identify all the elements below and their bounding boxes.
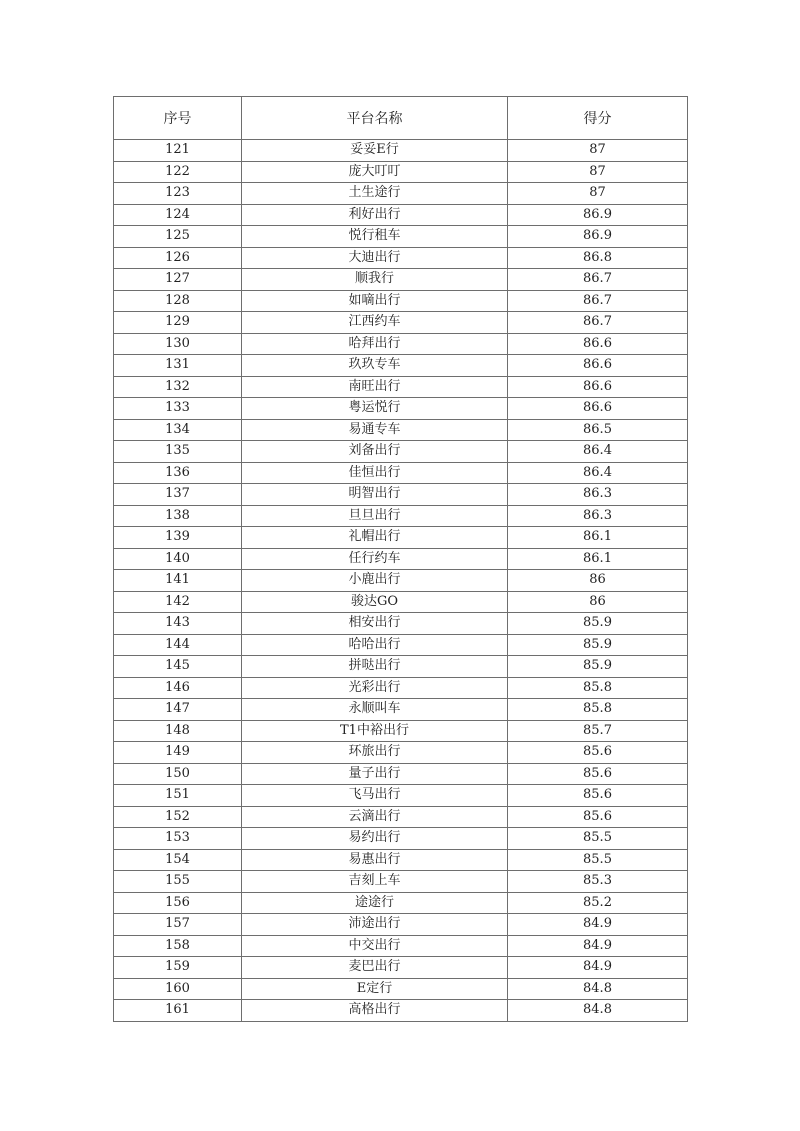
index-cell: 146 [114, 677, 242, 699]
table-row [114, 828, 688, 850]
score-cell: 86.6 [508, 333, 688, 355]
score-cell: 86.6 [508, 398, 688, 420]
platform-name-cell: 妥妥E行 [242, 140, 508, 162]
table-row [114, 183, 688, 205]
platform-name-cell: 麦巴出行 [242, 957, 508, 979]
index-cell: 135 [114, 441, 242, 463]
platform-name-cell: 旦旦出行 [242, 505, 508, 527]
score-cell: 85.6 [508, 763, 688, 785]
index-cell: 125 [114, 226, 242, 248]
platform-name-cell: 佳恒出行 [242, 462, 508, 484]
score-cell: 85.8 [508, 699, 688, 721]
table-row [114, 505, 688, 527]
table-row [114, 1000, 688, 1022]
index-cell: 130 [114, 333, 242, 355]
index-cell: 139 [114, 527, 242, 549]
score-cell: 86.4 [508, 441, 688, 463]
table-row [114, 634, 688, 656]
platform-name-cell: E定行 [242, 978, 508, 1000]
platform-name-cell: 相安出行 [242, 613, 508, 635]
score-cell: 87 [508, 183, 688, 205]
score-cell: 86.4 [508, 462, 688, 484]
score-cell: 86.1 [508, 527, 688, 549]
table-row [114, 527, 688, 549]
score-cell: 86.1 [508, 548, 688, 570]
header-platform-name: 平台名称 [242, 97, 508, 140]
table-row [114, 978, 688, 1000]
index-cell: 126 [114, 247, 242, 269]
score-cell: 86.8 [508, 247, 688, 269]
table-row [114, 892, 688, 914]
platform-name-cell: 易约出行 [242, 828, 508, 850]
platform-name-cell: 哈拜出行 [242, 333, 508, 355]
table-row [114, 570, 688, 592]
platform-name-cell: 骏达GO [242, 591, 508, 613]
platform-name-cell: 江西约车 [242, 312, 508, 334]
index-cell: 137 [114, 484, 242, 506]
score-cell: 86.6 [508, 376, 688, 398]
score-cell: 84.9 [508, 957, 688, 979]
platform-name-cell: 光彩出行 [242, 677, 508, 699]
score-cell: 85.6 [508, 785, 688, 807]
index-cell: 144 [114, 634, 242, 656]
table-row [114, 763, 688, 785]
score-cell: 85.2 [508, 892, 688, 914]
index-cell: 149 [114, 742, 242, 764]
score-cell: 85.9 [508, 634, 688, 656]
platform-name-cell: 粤运悦行 [242, 398, 508, 420]
platform-name-cell: 哈哈出行 [242, 634, 508, 656]
table-row [114, 462, 688, 484]
table-row [114, 140, 688, 162]
index-cell: 151 [114, 785, 242, 807]
index-cell: 140 [114, 548, 242, 570]
table-row [114, 720, 688, 742]
table-row [114, 742, 688, 764]
table-row [114, 441, 688, 463]
platform-name-cell: 明智出行 [242, 484, 508, 506]
platform-name-cell: 中交出行 [242, 935, 508, 957]
index-cell: 159 [114, 957, 242, 979]
table-row [114, 677, 688, 699]
platform-name-cell: 量子出行 [242, 763, 508, 785]
score-cell: 85.8 [508, 677, 688, 699]
platform-name-cell: 易通专车 [242, 419, 508, 441]
table-row [114, 204, 688, 226]
table-row [114, 957, 688, 979]
platform-name-cell: 南旺出行 [242, 376, 508, 398]
table-row [114, 613, 688, 635]
index-cell: 153 [114, 828, 242, 850]
index-cell: 150 [114, 763, 242, 785]
table-row [114, 226, 688, 248]
platform-name-cell: 飞马出行 [242, 785, 508, 807]
score-cell: 85.9 [508, 613, 688, 635]
table-row [114, 935, 688, 957]
platform-name-cell: 云滴出行 [242, 806, 508, 828]
platform-name-cell: 易惠出行 [242, 849, 508, 871]
index-cell: 160 [114, 978, 242, 1000]
score-table [113, 96, 688, 1022]
table-row [114, 656, 688, 678]
score-cell: 85.9 [508, 656, 688, 678]
platform-name-cell: 高格出行 [242, 1000, 508, 1022]
table-row [114, 333, 688, 355]
platform-name-cell: 任行约车 [242, 548, 508, 570]
score-cell: 85.5 [508, 849, 688, 871]
platform-name-cell: 永顺叫车 [242, 699, 508, 721]
score-cell: 85.6 [508, 806, 688, 828]
index-cell: 124 [114, 204, 242, 226]
table-row [114, 871, 688, 893]
score-cell: 86.7 [508, 269, 688, 291]
table-row [114, 699, 688, 721]
platform-name-cell: 玖玖专车 [242, 355, 508, 377]
platform-name-cell: 悦行租车 [242, 226, 508, 248]
platform-name-cell: 大迪出行 [242, 247, 508, 269]
table-row [114, 419, 688, 441]
table-row [114, 355, 688, 377]
score-cell: 86.9 [508, 204, 688, 226]
score-cell: 84.9 [508, 935, 688, 957]
index-cell: 155 [114, 871, 242, 893]
header-score: 得分 [508, 97, 688, 140]
score-cell: 86.9 [508, 226, 688, 248]
index-cell: 122 [114, 161, 242, 183]
score-cell: 84.8 [508, 1000, 688, 1022]
score-cell: 86.7 [508, 312, 688, 334]
score-cell: 85.7 [508, 720, 688, 742]
score-cell: 87 [508, 140, 688, 162]
score-cell: 87 [508, 161, 688, 183]
index-cell: 143 [114, 613, 242, 635]
score-cell: 86 [508, 570, 688, 592]
index-cell: 129 [114, 312, 242, 334]
index-cell: 158 [114, 935, 242, 957]
table-row [114, 398, 688, 420]
score-cell: 86.3 [508, 484, 688, 506]
table-body [114, 140, 688, 1022]
index-cell: 134 [114, 419, 242, 441]
score-cell: 84.9 [508, 914, 688, 936]
score-cell: 85.5 [508, 828, 688, 850]
index-cell: 154 [114, 849, 242, 871]
table-row [114, 914, 688, 936]
score-cell: 86.3 [508, 505, 688, 527]
platform-name-cell: 拼哒出行 [242, 656, 508, 678]
index-cell: 132 [114, 376, 242, 398]
table-row [114, 247, 688, 269]
score-cell: 85.6 [508, 742, 688, 764]
index-cell: 131 [114, 355, 242, 377]
index-cell: 142 [114, 591, 242, 613]
platform-name-cell: 利好出行 [242, 204, 508, 226]
platform-name-cell: 途途行 [242, 892, 508, 914]
platform-name-cell: 庞大叮叮 [242, 161, 508, 183]
platform-name-cell: 如嘀出行 [242, 290, 508, 312]
table-row [114, 806, 688, 828]
score-cell: 86 [508, 591, 688, 613]
score-cell: 85.3 [508, 871, 688, 893]
index-cell: 141 [114, 570, 242, 592]
table-row [114, 312, 688, 334]
platform-name-cell: 吉刻上车 [242, 871, 508, 893]
score-cell: 84.8 [508, 978, 688, 1000]
platform-name-cell: 环旅出行 [242, 742, 508, 764]
table-row [114, 484, 688, 506]
index-cell: 148 [114, 720, 242, 742]
platform-name-cell: 土生途行 [242, 183, 508, 205]
index-cell: 152 [114, 806, 242, 828]
index-cell: 157 [114, 914, 242, 936]
index-cell: 127 [114, 269, 242, 291]
table-row [114, 161, 688, 183]
table-row [114, 785, 688, 807]
index-cell: 156 [114, 892, 242, 914]
platform-name-cell: T1中裕出行 [242, 720, 508, 742]
index-cell: 161 [114, 1000, 242, 1022]
score-cell: 86.5 [508, 419, 688, 441]
table-row [114, 376, 688, 398]
table-row [114, 548, 688, 570]
platform-name-cell: 顺我行 [242, 269, 508, 291]
index-cell: 136 [114, 462, 242, 484]
table-header-row [114, 97, 688, 140]
platform-name-cell: 刘备出行 [242, 441, 508, 463]
platform-name-cell: 礼帽出行 [242, 527, 508, 549]
index-cell: 121 [114, 140, 242, 162]
score-cell: 86.6 [508, 355, 688, 377]
platform-name-cell: 小鹿出行 [242, 570, 508, 592]
index-cell: 145 [114, 656, 242, 678]
header-index: 序号 [114, 97, 242, 140]
table-row [114, 290, 688, 312]
index-cell: 128 [114, 290, 242, 312]
platform-name-cell: 沛途出行 [242, 914, 508, 936]
index-cell: 138 [114, 505, 242, 527]
index-cell: 147 [114, 699, 242, 721]
score-cell: 86.7 [508, 290, 688, 312]
table-row [114, 849, 688, 871]
table-row [114, 591, 688, 613]
index-cell: 133 [114, 398, 242, 420]
index-cell: 123 [114, 183, 242, 205]
table-row [114, 269, 688, 291]
